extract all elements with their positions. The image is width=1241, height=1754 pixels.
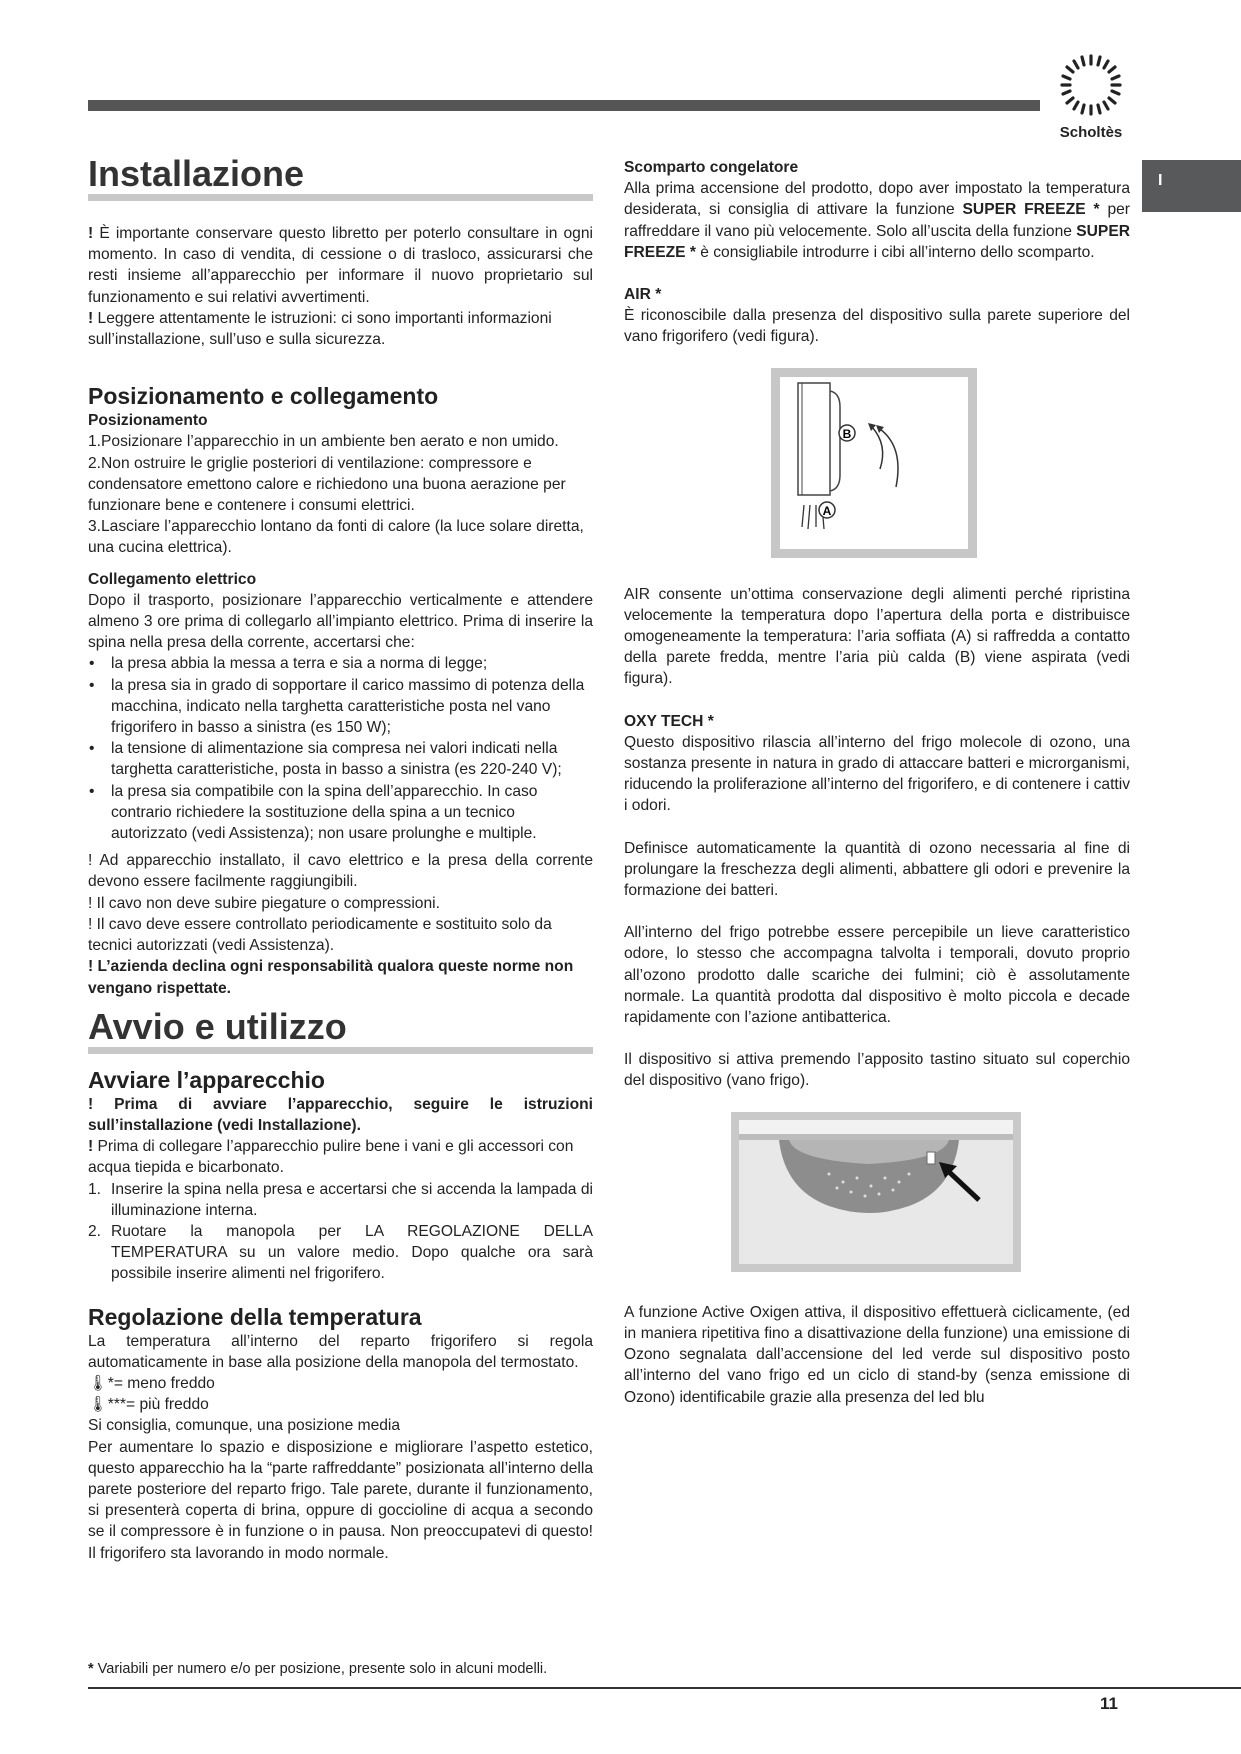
brand-logo bbox=[1054, 50, 1128, 146]
oxy-device-photo bbox=[739, 1120, 1013, 1264]
freezer-text: è consigliabile introdurre i cibi all’interno dello scomparto. bbox=[695, 243, 1095, 261]
step-text: Inserire la spina nella presa e accertarsi che si accenda la lampada di illuminazione interna. bbox=[111, 1180, 593, 1219]
list-item: • la presa sia compatibile con la spina dell’apparecchio. In caso contrario richiedere la sostituzione della spina a un tecnico autorizzato (vedi Assistenza); non usare prolunghe e multiple. bbox=[88, 781, 593, 845]
list-item: • la presa sia in grado di sopportare il carico massimo di potenza della macchina, indicato nella targhetta caratteristiche posta nel vano frigorifero in basso a sinistra (es 150 W); bbox=[88, 675, 593, 739]
heading-regolazione: Regolazione della temperatura bbox=[88, 1303, 422, 1330]
figure-label-a: A bbox=[822, 503, 832, 518]
header-rule bbox=[88, 100, 1040, 111]
air-device-figure bbox=[771, 368, 977, 558]
heading-scomparto-congelatore: Scomparto congelatore bbox=[624, 159, 799, 176]
oxy-paragraph-3: All’interno del frigo potrebbe essere percepibile un lieve caratteristico odore, lo stesso che accompagna talvolta i temporali, dovuto proprio all’ozono prodotto dalle scariche dei fulmini; ciò è assolutamente normale. La quantità prodotta dal dispositivo è molto piccola e decade rapidamente con l’azione antibatterica. bbox=[624, 924, 1130, 1027]
oxy-paragraph-2: Definisce automaticamente la quantità di ozono necessaria al fine di prolungare la freschezza degli alimenti, abbattere gli odori e prevenire la formazione dei batteri. bbox=[624, 839, 1130, 900]
footer-rule bbox=[88, 1687, 1241, 1689]
thermometer-icon: 🌡 bbox=[88, 1374, 108, 1392]
list-item: • la presa abbia la messa a terra e sia a norma di legge; bbox=[88, 653, 593, 674]
warning-mark: ! bbox=[88, 309, 94, 327]
heading-avviare: Avviare l’apparecchio bbox=[88, 1066, 325, 1093]
intro-paragraph-2 bbox=[88, 308, 593, 350]
super-freeze-label: SUPER FREEZE * bbox=[962, 201, 1100, 219]
footnote bbox=[88, 1661, 608, 1677]
startup-warning-bold: ! Prima di avviare l’apparecchio, seguire le istruzioni sull’installazione (vedi Installazione). bbox=[88, 1095, 593, 1134]
heading-oxy-tech: OXY TECH * bbox=[624, 712, 714, 730]
warning-4: ! L’azienda declina ogni responsabilità qualora queste norme non vengano rispettate. bbox=[88, 958, 574, 997]
warning-mark: ! bbox=[88, 225, 94, 242]
regulation-advice: Si consiglia, comunque, una posizione media bbox=[88, 1417, 401, 1435]
warning-3: ! Il cavo deve essere controllato periodicamente e sostituito solo da tecnici autorizzati (vedi Assistenza). bbox=[88, 915, 552, 955]
setting-more-cold-text: ***= più freddo bbox=[107, 1396, 209, 1414]
thermometer-icon: 🌡 bbox=[88, 1396, 108, 1414]
list-item bbox=[88, 1221, 593, 1285]
startup-warning bbox=[88, 1136, 593, 1178]
intro-text-2: Leggere attentamente le istruzioni: ci sono importanti informazioni sull’installazione, sull’uso e sulla sicurezza. bbox=[88, 309, 552, 349]
connection-intro: Dopo il trasporto, posizionare l’apparecchio verticalmente e attendere almeno 3 ore prima di collegarlo all’impianto elettrico. Prima di inserire la spina nella presa della corrente, accertarsi che: bbox=[88, 591, 593, 652]
heading-posizionamento-collegamento: Posizionamento e collegamento bbox=[88, 383, 439, 410]
super-freeze-label: SUPER FREEZE * bbox=[624, 222, 1130, 261]
intro-text-1: È importante conservare questo libretto per poterlo consultare in ogni momento. In caso di vendita, di cessione o di trasloco, assicurarsi che resti insieme all’apparecchio per informare il nuovo proprietario sul funzionamento e sui relativi avvertimenti. bbox=[88, 225, 593, 306]
footnote-text: Variabili per numero e/o per posizione, presente solo in alcuni modelli. bbox=[93, 1661, 548, 1677]
setting-more-cold bbox=[88, 1394, 593, 1415]
warning-1: ! Ad apparecchio installato, il cavo elettrico e la presa della corrente devono essere facilmente raggiungibili. bbox=[88, 852, 593, 891]
sun-logo-icon bbox=[1054, 50, 1128, 120]
step-number: 2. bbox=[88, 1222, 102, 1240]
regulation-details: Per aumentare lo spazio e disposizione e migliorare l’aspetto estetico, questo apparecchio ha la “parte raffreddante” posizionata all’interno della parete posteriore del reparto frigo. Tale parete, durante il funzionamento, si presenterà coperta di brina, oppure di goccioline di acqua a secondo se il compressore è in funzione o in pausa. Non preoccupatevi di questo! Il frigorifero sta lavorando in modo normale. bbox=[88, 1438, 593, 1562]
air-description: AIR consente un’ottima conservazione degli alimenti perché ripristina velocemente la temperatura dopo l’apertura della porta e distribuisce omogeneamente la temperatura: l’aria soffiata (A) si raffredda a contatto della parete fredda, mentre l’aria più calda (B) viene aspirata (vedi figura). bbox=[624, 585, 1130, 688]
brand-name: Scholtès bbox=[1059, 124, 1123, 141]
section-title-avvio: Avvio e utilizzo bbox=[88, 1007, 593, 1054]
positioning-step-3: 3.Lasciare l’apparecchio lontano da fonti di calore (la luce solare diretta, una cucina elettrica). bbox=[88, 518, 584, 557]
freezer-text: Alla prima accensione del prodotto, dopo aver impostato la temperatura desiderata, si consiglia di attivare la funzione bbox=[624, 180, 1130, 219]
figure-label-b: B bbox=[842, 426, 852, 441]
startup-steps bbox=[88, 1179, 593, 1285]
section-title-installazione: Installazione bbox=[88, 154, 593, 201]
warning-2: ! Il cavo non deve subire piegature o compressioni. bbox=[88, 894, 440, 912]
positioning-step-1: 1.Posizionare l’apparecchio in un ambiente ben aerato e non umido. bbox=[88, 433, 559, 451]
step-number: 1. bbox=[88, 1180, 102, 1198]
oxy-paragraph-4: Il dispositivo si attiva premendo l’apposito tastino situato sul coperchio del dispositivo (vano frigo). bbox=[624, 1051, 1130, 1090]
list-item: • la tensione di alimentazione sia compresa nei valori indicati nella targhetta caratteristiche, posta in basso a sinistra (es 220-240 V); bbox=[88, 738, 593, 780]
footnote-mark: * bbox=[88, 1661, 94, 1677]
air-device-illustration bbox=[780, 377, 968, 549]
oxy-paragraph-1: Questo dispositivo rilascia all’interno del frigo molecole di ozono, una sostanza presente in natura in grado di attaccare batteri e microrganismi, riducendo la proliferazione all’interno del frigorifero, e di contenere i cattiv i odori. bbox=[624, 733, 1130, 815]
step-text: Ruotare la manopola per LA REGOLAZIONE DELLA TEMPERATURA su un valore medio. Dopo qualche ora sarà possibile inserire alimenti nel frigorifero. bbox=[111, 1222, 593, 1283]
setting-less-cold-text: *= meno freddo bbox=[107, 1374, 215, 1392]
page-number: 11 bbox=[1100, 1694, 1118, 1713]
regulation-intro: La temperatura all’interno del reparto frigorifero si regola automaticamente in base alla posizione della manopola del termostato. bbox=[88, 1332, 593, 1371]
intro-paragraph-1 bbox=[88, 223, 593, 308]
right-column bbox=[624, 157, 1130, 1408]
warning-mark: ! bbox=[88, 1138, 94, 1156]
language-tab bbox=[1142, 160, 1241, 212]
air-intro: È riconoscibile dalla presenza del dispositivo sulla parete superiore del vano frigorifero (vedi figura). bbox=[624, 307, 1130, 346]
list-item bbox=[88, 1179, 593, 1221]
oxy-paragraph-5: A funzione Active Oxigen attiva, il dispositivo effettuerà ciclicamente, (ed in maniera ripetitiva fino a disattivazione della funzione) una emissione di Ozono segnalata dall’accensione del led verde sul dispositivo posto all’interno del vano frigo ed un ciclo di stand-by (senza emissione di Ozono) identificabile grazie alla presenza del led blu bbox=[624, 1303, 1130, 1406]
language-tab-label: I bbox=[1158, 172, 1163, 189]
freezer-paragraph bbox=[624, 178, 1130, 263]
oxy-device-figure bbox=[731, 1112, 1021, 1272]
freezer-text: per raffreddare il vano più velocemente. Solo all’uscita della funzione bbox=[624, 201, 1130, 240]
startup-warning-text: Prima di collegare l’apparecchio pulire bene i vani e gli accessori con acqua tiepida e bicarbonato. bbox=[88, 1138, 574, 1177]
positioning-step-2: 2.Non ostruire le griglie posteriori di ventilazione: compressore e condensatore emettono calore e richiedono una buona aerazione per funzionare bene e contenere i consumi elettrici. bbox=[88, 454, 566, 515]
heading-air: AIR * bbox=[624, 286, 662, 304]
left-column bbox=[88, 154, 593, 1564]
subheading-collegamento: Collegamento elettrico bbox=[88, 570, 257, 588]
subheading-posizionamento: Posizionamento bbox=[88, 412, 208, 430]
setting-less-cold bbox=[88, 1373, 593, 1394]
connection-checklist bbox=[88, 653, 593, 844]
